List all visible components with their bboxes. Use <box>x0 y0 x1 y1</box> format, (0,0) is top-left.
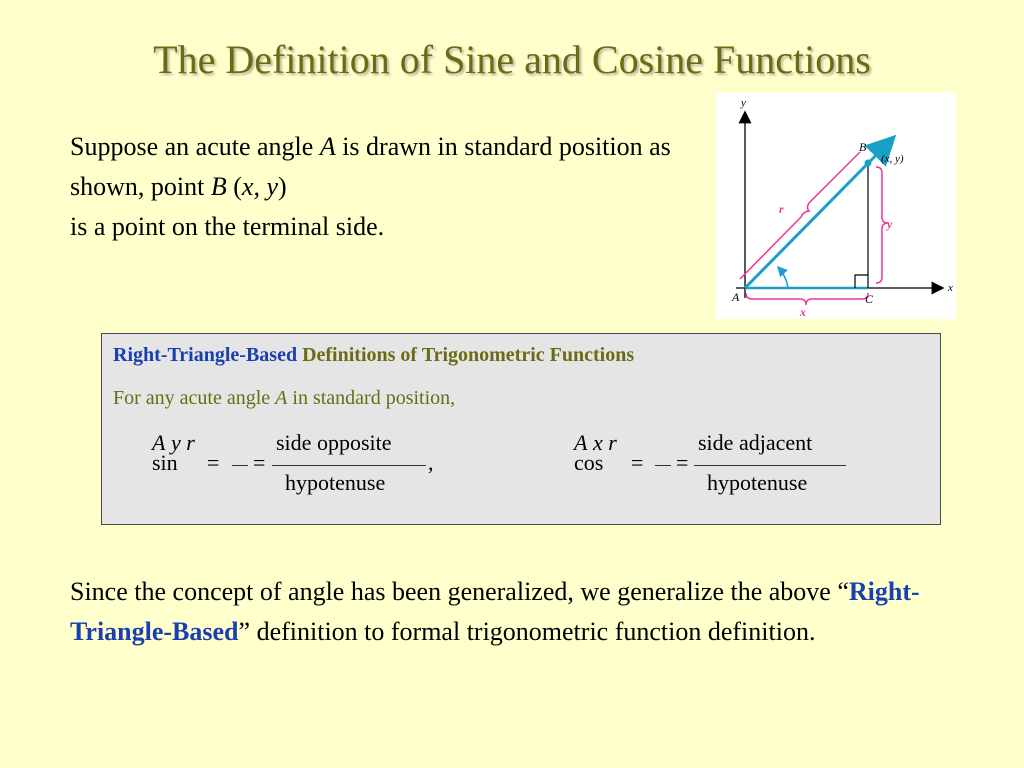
cosine-equation <box>574 430 874 510</box>
sine-equation <box>152 430 452 510</box>
r-brace <box>740 152 860 279</box>
intro-text-1: Suppose an acute angle <box>70 132 320 161</box>
x-label: x <box>800 305 806 319</box>
vertex-c-label: C <box>865 292 874 306</box>
sin-equals-2: = <box>253 450 266 475</box>
intro-paren-open: ( <box>226 172 242 201</box>
intro-paragraph <box>70 127 690 247</box>
sin-equals-1: = <box>207 450 220 475</box>
box-title-highlight: Right-Triangle-Based <box>113 344 298 366</box>
sin-fraction-bar <box>232 465 248 466</box>
triangle-figure <box>716 93 956 319</box>
vertex-a-label: A <box>732 290 740 304</box>
closing-highlight: Right-Triangle-Based <box>70 577 920 646</box>
closing-text-2: ” definition to formal trigonometric function definition. <box>238 617 816 646</box>
sin-var: A <box>152 430 166 455</box>
cos-equals-1: = <box>631 450 644 475</box>
r-label: r <box>779 202 784 216</box>
right-angle-mark <box>855 275 868 288</box>
intro-x: x <box>241 172 254 201</box>
intro-comma: , <box>253 172 267 201</box>
sin-word-numerator: side opposite <box>276 430 392 455</box>
intro-angle: A <box>319 132 336 161</box>
intro-paren-close: ) <box>278 172 287 201</box>
closing-paragraph <box>70 572 970 652</box>
sin-word-denominator: hypotenuse <box>285 470 386 495</box>
definition-box <box>101 333 941 525</box>
x-brace <box>746 293 868 305</box>
cos-fraction-bar <box>655 465 671 466</box>
axis-x-label: x <box>948 282 953 294</box>
axis-y-label: y <box>741 97 746 109</box>
box-title-rest: Definitions of Trigonometric Functions <box>297 344 635 366</box>
cos-var: A <box>574 430 588 455</box>
cos-denominator: r <box>608 430 617 455</box>
sin-numerator: y <box>170 430 181 455</box>
cos-fn: cos <box>574 450 604 475</box>
point-b <box>865 160 872 167</box>
intro-point: B <box>210 172 227 201</box>
box-subtitle-2: in standard position, <box>287 387 456 409</box>
box-subtitle-angle: A <box>275 387 288 409</box>
sin-denominator: r <box>186 430 195 455</box>
box-subtitle-1: For any acute angle <box>113 387 276 409</box>
triangle-diagram <box>716 93 956 319</box>
intro-text-3: is a point on the terminal side. <box>70 212 385 241</box>
intro-text-2: is drawn in standard position as shown, point <box>70 132 671 201</box>
cos-numerator: x <box>592 430 603 455</box>
y-label: y <box>887 217 893 231</box>
cos-word-denominator: hypotenuse <box>707 470 808 495</box>
sin-word-fraction-bar <box>272 465 426 466</box>
cos-word-numerator: side adjacent <box>698 430 813 455</box>
intro-y: y <box>266 172 278 201</box>
cos-equals-2: = <box>676 450 689 475</box>
slide-title: The Definition of Sine and Cosine Functions <box>153 37 871 82</box>
definition-box-title <box>113 344 634 367</box>
sin-fn: sin <box>152 450 178 475</box>
cos-word-fraction-bar <box>694 465 846 466</box>
vertex-b-label: B <box>859 140 867 154</box>
sin-trailing-comma: , <box>428 450 434 475</box>
closing-text-1: Since the concept of angle has been generalized, we generalize the above “ <box>70 577 849 606</box>
angle-arc <box>778 267 788 288</box>
coord-label: (x, y) <box>881 153 904 165</box>
definition-box-subtitle <box>113 387 455 410</box>
